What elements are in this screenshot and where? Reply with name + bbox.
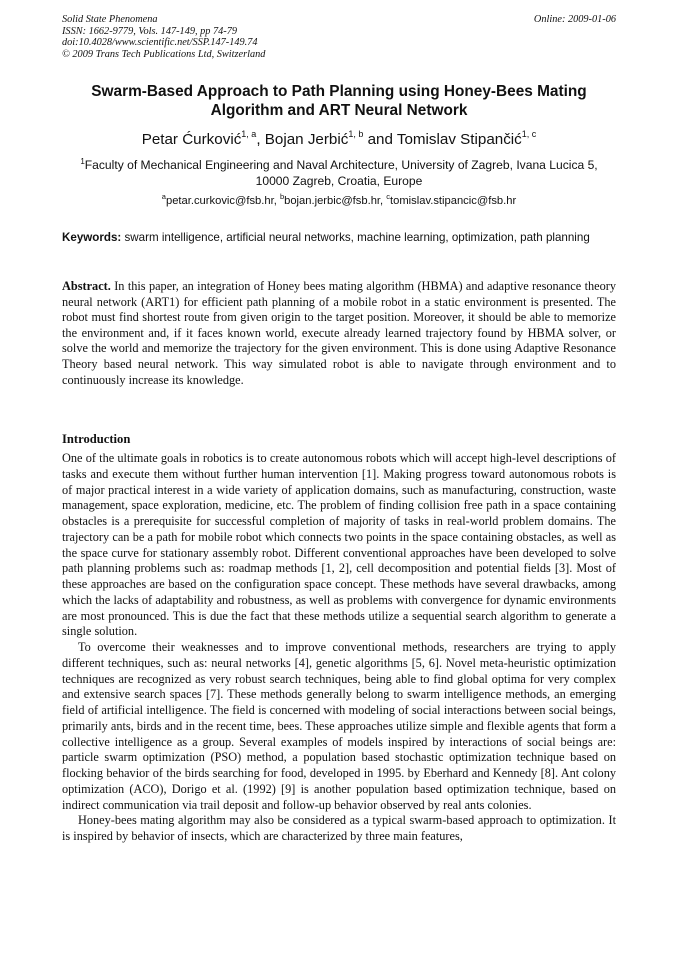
abstract-label: Abstract. — [62, 279, 111, 293]
issn-line: ISSN: 1662-9779, Vols. 147-149, pp 74-79 — [62, 25, 238, 37]
online-date: Online: 2009-01-06 — [533, 14, 616, 25]
email-list — [62, 194, 616, 208]
doi-line: doi:10.4028/www.scientific.net/SSP.147-149.74 — [62, 37, 258, 49]
email-b-sup: b — [279, 192, 285, 201]
author-2: , Bojan Jerbić — [256, 131, 349, 148]
keywords-label: Keywords: — [62, 231, 122, 244]
author-1-sup: 1, a — [241, 129, 257, 139]
author-3: Tomislav Stipančić — [396, 131, 522, 148]
keywords-text: swarm intelligence, artificial neural networks, machine learning, optimization, path planning — [121, 231, 590, 244]
paper-title — [62, 82, 616, 120]
paragraph: Honey-bees mating algorithm may also be considered as a typical swarm-based approach to optimization. It is inspired by behavior of insects, which are characterized by three main features, — [62, 813, 616, 843]
title-line-1: Swarm-Based Approach to Path Planning using Honey-Bees Mating — [91, 83, 587, 100]
affiliation — [62, 157, 616, 189]
journal-header — [62, 14, 616, 60]
author-1: Petar Ćurković — [141, 131, 242, 148]
author-list — [62, 131, 616, 149]
email-c: tomislav.stipancic@fsb.hr — [390, 195, 517, 207]
section-heading-introduction: Introduction — [62, 432, 131, 446]
affiliation-line-1: Faculty of Mechanical Engineering and Naval Architecture, University of Zagreb, Ivana Lucica 5, — [84, 158, 598, 172]
title-line-2: Algorithm and ART Neural Network — [210, 102, 468, 119]
abstract — [62, 279, 616, 388]
paragraph: One of the ultimate goals in robotics is to create autonomous robots which will accept high-level descriptions of tasks and execute them without further human intervention [1]. Making progress toward autonomous robots is of major practical interest in a wide variety of application domains, such as manufacturing, construction, waste management, space exploration, medicine, etc. The problem of finding collision free path in a space containing obstacles is a prerequisite for successful completion of majority of tasks in real-world problem domains. The trajectory can be a path for mobile robot which connects two points in the space containing obstacles, as well as the space curve for stationary assembly robot. Different conventional approaches have been developed to solve path planning problems such as: roadmap methods [1, 2], cell decomposition and potential fields [3]. Most of these approaches are based on the configuration space concept. These methods have several drawbacks, among which the lacks of adaptability and robustness, as well as problems with convergence for dynamic environments are most pronounced. This is due the fact that these methods utilize a sequential search algorithm to generate a single solution. — [62, 451, 616, 639]
email-a: petar.curkovic@fsb.hr, — [165, 195, 280, 207]
email-a-sup: a — [161, 192, 166, 201]
keywords — [62, 231, 616, 246]
copyright-line: © 2009 Trans Tech Publications Ltd, Switzerland — [62, 48, 266, 60]
abstract-text: In this paper, an integration of Honey bees mating algorithm (HBMA) and adaptive resonance theory neural network (ART1) for efficient path planning of a mobile robot in a static environment is presented. The robot must find shortest route from given origin to the target position. Moreover, it should be able to memorize the environment and, if it faces known world, execute already learned trajectory found by HBMA solver, or solve the world and memorize the trajectory for the given environment. This is done using Adaptive Resonance Theory based neural network. This way simulated robot is able to navigate through environment and to continuously increase its knowledge. — [62, 279, 616, 387]
email-c-sup: c — [386, 192, 391, 201]
email-b: bojan.jerbic@fsb.hr, — [284, 195, 387, 207]
paragraph: To overcome their weaknesses and to improve conventional methods, researchers are trying to apply different techniques, such as: neural networks [4], genetic algorithms [5, 6]. Novel meta-heuristic optimization techniques are recognized as very robust search techniques, being able to find global optima for very complex and extensive search spaces [7]. These methods generally belong to swarm intelligence methods, an emerging field of artificial intelligence. The field is concerned with modeling of social interactions between social beings, primarily ants, birds and in the recent time, bees. These approaches utilize simple and flexible agents that form a collective intelligence as a group. Several examples of models inspired by interactions of social beings are: particle swarm optimization (PSO) method, a population based stochastic optimization technique based on flocking behavior of the birds searching for food, developed in 1995. by Eberhard and Kennedy [8]. Ant colony optimization (ACO), Dorigo et al. (1992) [9] is another population based optimization technique, based on indirect communication via trail deposit and follow-up behavior observed by real ants colonies. — [62, 640, 616, 812]
introduction-body — [62, 451, 616, 845]
affiliation-sup: 1 — [80, 157, 85, 166]
affiliation-line-2: 10000 Zagreb, Croatia, Europe — [255, 174, 423, 188]
journal-name: Solid State Phenomena — [62, 14, 158, 25]
author-separator: and — [363, 131, 397, 148]
author-2-sup: 1, b — [348, 129, 364, 139]
author-3-sup: 1, c — [521, 129, 537, 139]
